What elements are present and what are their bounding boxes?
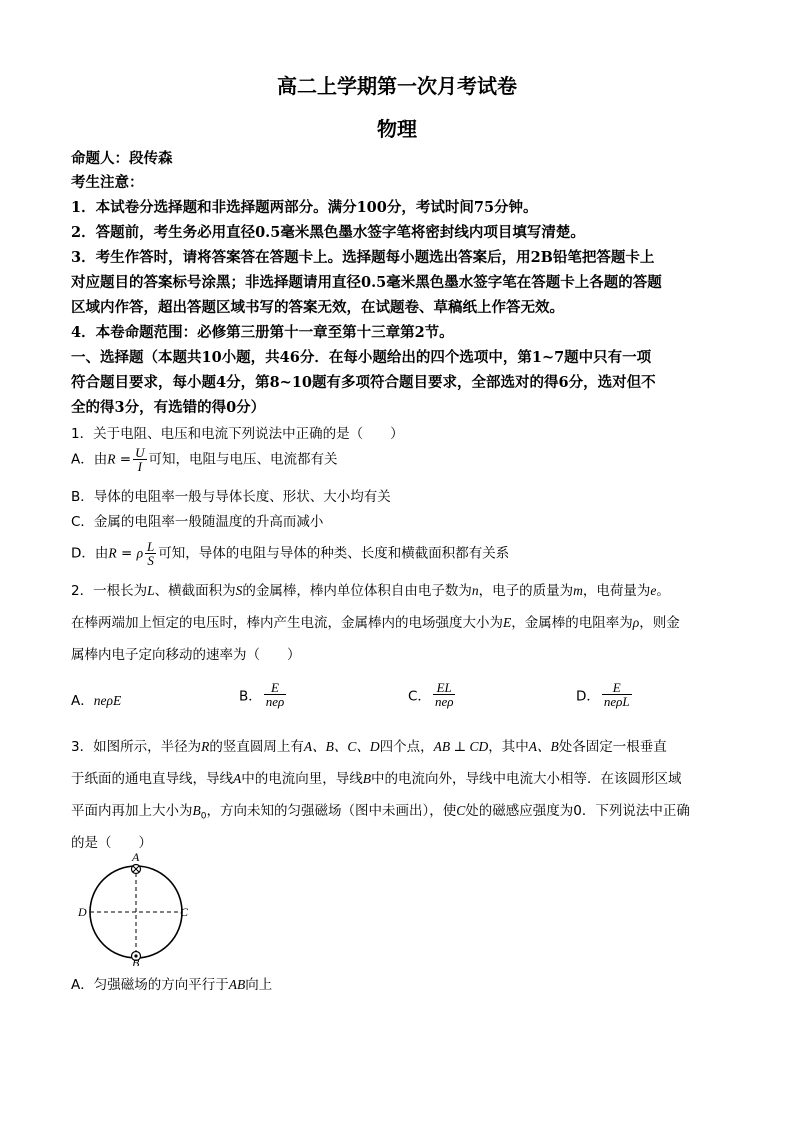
- notice-item: 区域内作答，超出答题区域书写的答案无效，在试题卷、草稿纸上作答无效。: [71, 299, 564, 316]
- notice-heading: 考生注意：: [71, 174, 144, 191]
- question-1-stem: 1．关于电阻、电压和电流下列说法中正确的是（ ）: [71, 426, 404, 442]
- question-3-line-3: 平面内再加上大小为$B_0$，方向未知的匀强磁场（图中未画出），使C处的磁感应强度为0．下列说法中正确: [71, 803, 690, 822]
- formula-fraction: $\frac{L}{S}$: [147, 539, 155, 568]
- question-2-line-2: 在棒两端加上恒定的电压时，棒内产生电流，金属棒内的电场强度大小为E，金属棒的电阻率为ρ，则金: [71, 615, 680, 631]
- question-2-option-d: D． $\frac{E}{\text{neρL}}$: [576, 680, 630, 709]
- question-1-option-d: D．由R = ρ $\frac{L}{S}$ 可知，导体的电阻与导体的种类、长度和横截面积都有关系: [71, 539, 510, 568]
- question-3-line-1: 3．如图所示，半径为R的竖直圆周上有A、B、C、D四个点，AB ⊥ CD，其中A、B处各固定一根垂直: [71, 739, 667, 755]
- question-3-option-a: A．匀强磁场的方向平行于AB向上: [71, 977, 273, 993]
- question-3-line-4: 的是（ ）: [71, 835, 152, 851]
- question-2-option-a: A．neρE: [71, 693, 122, 709]
- question-2-option-c: C． $\frac{EL}{\text{neρ}}$: [408, 680, 454, 709]
- notice-item: 1．本试卷分选择题和非选择题两部分。满分100分，考试时间75分钟。: [71, 199, 538, 216]
- wire-a-into-page-icon: [132, 865, 141, 874]
- label-c: C: [180, 905, 189, 919]
- circle-diagram: [78, 850, 194, 966]
- notice-item: 3．考生作答时，请将答案答在答题卡上。选择题每小题选出答案后，用2B铅笔把答题卡上: [71, 249, 655, 266]
- question-2-option-b: B． $\frac{E}{\text{neρ}}$: [239, 680, 285, 709]
- label-a: A: [132, 850, 140, 864]
- question-1-option-b: B．导体的电阻率一般与导体长度、形状、大小均有关: [71, 489, 391, 505]
- section-heading: 一、选择题（本题共10小题，共46分．在每小题给出的四个选项中，第1~7题中只有一项: [71, 349, 652, 366]
- label-b: B: [132, 956, 140, 966]
- formula-fraction: $\frac{U}{I}$: [135, 445, 145, 474]
- question-1-option-a: A．由R = $\frac{U}{I}$ 可知，电阻与电压、电流都有关: [71, 445, 338, 474]
- section-heading: 全的得3分，有选错的得0分）: [71, 399, 266, 416]
- question-3-line-2: 于纸面的通电直导线，导线A中的电流向里，导线B中的电流向外，导线中电流大小相等．在该圆形区域: [71, 771, 682, 787]
- label-d: D: [78, 905, 87, 919]
- exam-title: 高二上学期第一次月考试卷: [277, 74, 517, 98]
- subject-title: 物理: [377, 117, 417, 141]
- notice-item: 4．本卷命题范围：必修第三册第十一章至第十三章第2节。: [71, 324, 454, 341]
- question-1-option-c: C．金属的电阻率一般随温度的升高而减小: [71, 514, 324, 530]
- section-heading: 符合题目要求，每小题4分，第8~10题有多项符合题目要求，全部选对的得6分，选对但不: [71, 374, 656, 391]
- question-2-line-3: 属棒内电子定向移动的速率为（ ）: [71, 647, 301, 663]
- question-2-line-1: 2．一根长为L、横截面积为S的金属棒，棒内单位体积自由电子数为n，电子的质量为m，电荷量为e。: [71, 583, 670, 599]
- notice-item: 对应题目的答案标号涂黑；非选择题请用直径0.5毫米黑色墨水签字笔在答题卡上各题的答题: [71, 274, 662, 291]
- notice-item: 2．答题前，考生务必用直径0.5毫米黑色墨水签字笔将密封线内项目填写清楚。: [71, 224, 585, 241]
- author-line: 命题人：段传森: [71, 150, 173, 167]
